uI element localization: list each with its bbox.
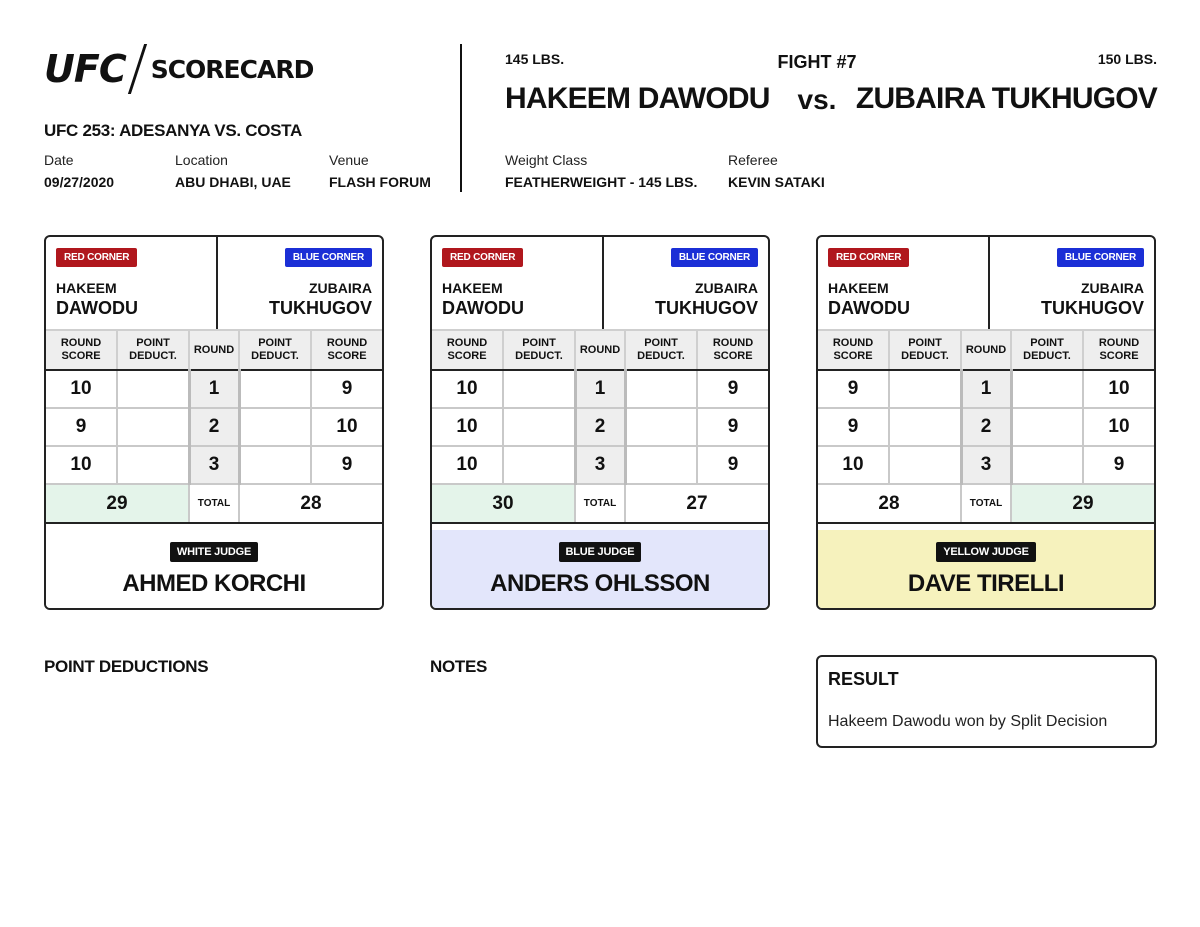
weight-class-label: Weight Class: [505, 152, 588, 168]
blue-point-deduct-header: POINT DEDUCT.: [625, 330, 697, 370]
total-row: [432, 484, 768, 523]
red-round-score: 10: [46, 446, 117, 484]
blue-fighter-name: ZUBAIRA TUKHUGOV: [855, 82, 1157, 115]
location-value: ABU DHABI, UAE: [175, 174, 291, 190]
total-label: TOTAL: [575, 484, 625, 523]
blue-total-score: 28: [239, 484, 382, 523]
blue-fighter-last-name: TUKHUGOV: [655, 298, 758, 318]
result-heading: RESULT: [828, 669, 899, 689]
red-round-score: 10: [46, 370, 117, 408]
score-table: [432, 329, 768, 524]
blue-point-deduction: [1011, 446, 1083, 484]
score-table-header: [818, 330, 1154, 370]
score-table: [46, 329, 382, 524]
round-header: ROUND: [189, 330, 239, 370]
judge-name: AHMED KORCHI: [122, 570, 306, 597]
total-label: TOTAL: [189, 484, 239, 523]
result-text: Hakeem Dawodu won by Split Decision: [828, 713, 1108, 730]
red-fighter-first-name: HAKEEM: [442, 280, 503, 296]
corner-divider: [216, 237, 218, 329]
score-table-header: [432, 330, 768, 370]
blue-round-score-header: ROUND SCORE: [311, 330, 382, 370]
round-header: ROUND: [961, 330, 1011, 370]
round-number: 1: [575, 370, 625, 408]
red-corner-badge: RED CORNER: [442, 248, 523, 267]
fight-number: FIGHT #7: [777, 52, 857, 72]
round-number: 2: [575, 408, 625, 446]
round-row: [432, 408, 768, 446]
total-row: [818, 484, 1154, 523]
total-label: TOTAL: [961, 484, 1011, 523]
round-row: [818, 446, 1154, 484]
blue-point-deduct-header: POINT DEDUCT.: [1011, 330, 1083, 370]
blue-point-deduction: [239, 408, 311, 446]
red-weight: 145 LBS.: [505, 51, 565, 67]
blue-fighter-last-name: TUKHUGOV: [1041, 298, 1144, 318]
red-fighter-first-name: HAKEEM: [828, 280, 889, 296]
point-deductions-heading: POINT DEDUCTIONS: [44, 657, 209, 676]
date-value: 09/27/2020: [44, 174, 115, 190]
red-round-score: 10: [818, 446, 889, 484]
round-row: [46, 446, 382, 484]
ufc-logo-mark: UFC: [44, 47, 126, 91]
red-fighter-last-name: DAWODU: [442, 298, 524, 318]
round-row: [818, 370, 1154, 408]
blue-round-score-header: ROUND SCORE: [697, 330, 768, 370]
blue-round-score: 9: [311, 370, 382, 408]
red-round-score: 10: [432, 408, 503, 446]
location-label: Location: [175, 152, 228, 168]
card-header: [818, 237, 1154, 331]
red-point-deduct-header: POINT DEDUCT.: [117, 330, 189, 370]
round-row: [432, 370, 768, 408]
blue-corner-badge: BLUE CORNER: [1057, 248, 1144, 267]
round-number: 3: [961, 446, 1011, 484]
blue-corner-badge: BLUE CORNER: [671, 248, 758, 267]
blue-point-deduction: [239, 446, 311, 484]
blue-round-score: 10: [1083, 370, 1154, 408]
weight-class-value: FEATHERWEIGHT - 145 LBS.: [505, 174, 698, 190]
logo-slash: [128, 44, 147, 94]
referee-label: Referee: [728, 152, 778, 168]
referee-value: KEVIN SATAKI: [728, 174, 825, 190]
blue-round-score: 9: [697, 370, 768, 408]
red-round-score-header: ROUND SCORE: [818, 330, 889, 370]
blue-round-score: 9: [1083, 446, 1154, 484]
total-row: [46, 484, 382, 523]
blue-fighter-last-name: TUKHUGOV: [269, 298, 372, 318]
round-number: 2: [961, 408, 1011, 446]
red-round-score: 10: [432, 370, 503, 408]
blue-point-deduction: [625, 370, 697, 408]
red-fighter-last-name: DAWODU: [828, 298, 910, 318]
red-corner-badge: RED CORNER: [56, 248, 137, 267]
corner-divider: [988, 237, 990, 329]
red-point-deduction: [117, 370, 189, 408]
notes-heading: NOTES: [430, 657, 488, 676]
blue-round-score: 9: [697, 408, 768, 446]
blue-fighter-first-name: ZUBAIRA: [309, 280, 372, 296]
red-point-deduction: [503, 408, 575, 446]
red-point-deduction: [503, 446, 575, 484]
red-round-score-header: ROUND SCORE: [432, 330, 503, 370]
date-label: Date: [44, 152, 74, 168]
red-fighter-name: HAKEEM DAWODU: [505, 82, 770, 115]
round-number: 2: [189, 408, 239, 446]
round-number: 1: [961, 370, 1011, 408]
event-title: UFC 253: ADESANYA VS. COSTA: [44, 121, 302, 140]
blue-total-score: 27: [625, 484, 768, 523]
blue-weight: 150 LBS.: [1097, 51, 1157, 67]
round-number: 1: [189, 370, 239, 408]
round-number: 3: [189, 446, 239, 484]
red-total-score: 28: [818, 484, 961, 523]
red-round-score: 9: [818, 408, 889, 446]
judge-section: [818, 530, 1154, 610]
red-point-deduction: [503, 370, 575, 408]
judge-name: DAVE TIRELLI: [907, 570, 1065, 597]
blue-round-score: 9: [697, 446, 768, 484]
score-table: [818, 329, 1154, 524]
blue-point-deduction: [625, 446, 697, 484]
red-point-deduction: [889, 370, 961, 408]
judge-scorecard-2: [430, 235, 770, 610]
round-row: [818, 408, 1154, 446]
round-number: 3: [575, 446, 625, 484]
red-point-deduction: [117, 408, 189, 446]
ufc-scorecard-logo: [44, 44, 313, 94]
venue-label: Venue: [329, 152, 369, 168]
corner-divider: [602, 237, 604, 329]
red-fighter-last-name: DAWODU: [56, 298, 138, 318]
blue-fighter-first-name: ZUBAIRA: [695, 280, 758, 296]
card-header: [46, 237, 382, 331]
judge-color-badge: WHITE JUDGE: [170, 542, 258, 562]
blue-fighter-first-name: ZUBAIRA: [1081, 280, 1144, 296]
red-round-score: 10: [432, 446, 503, 484]
blue-point-deduct-header: POINT DEDUCT.: [239, 330, 311, 370]
red-point-deduct-header: POINT DEDUCT.: [889, 330, 961, 370]
round-row: [432, 446, 768, 484]
red-corner-badge: RED CORNER: [828, 248, 909, 267]
judge-color-badge: YELLOW JUDGE: [936, 542, 1036, 562]
logo-text: SCORECARD: [150, 54, 314, 84]
red-total-score: 30: [432, 484, 575, 523]
judge-section: [432, 530, 768, 610]
round-header: ROUND: [575, 330, 625, 370]
blue-point-deduction: [1011, 408, 1083, 446]
red-round-score: 9: [46, 408, 117, 446]
round-row: [46, 408, 382, 446]
judge-color-badge: BLUE JUDGE: [559, 542, 642, 562]
blue-total-score: 29: [1011, 484, 1154, 523]
judge-scorecard-1: [44, 235, 384, 610]
red-round-score-header: ROUND SCORE: [46, 330, 117, 370]
round-row: [46, 370, 382, 408]
red-point-deduction: [889, 408, 961, 446]
red-point-deduct-header: POINT DEDUCT.: [503, 330, 575, 370]
header-divider: [460, 44, 462, 192]
blue-point-deduction: [625, 408, 697, 446]
red-fighter-first-name: HAKEEM: [56, 280, 117, 296]
red-total-score: 29: [46, 484, 189, 523]
judge-name: ANDERS OHLSSON: [490, 570, 710, 597]
red-point-deduction: [117, 446, 189, 484]
blue-corner-badge: BLUE CORNER: [285, 248, 372, 267]
judge-section: [46, 530, 382, 610]
venue-value: FLASH FORUM: [329, 174, 431, 190]
judge-scorecard-3: [816, 235, 1156, 610]
blue-round-score: 10: [1083, 408, 1154, 446]
red-point-deduction: [889, 446, 961, 484]
red-round-score: 9: [818, 370, 889, 408]
blue-round-score-header: ROUND SCORE: [1083, 330, 1154, 370]
card-header: [432, 237, 768, 331]
blue-point-deduction: [1011, 370, 1083, 408]
score-table-header: [46, 330, 382, 370]
blue-round-score: 9: [311, 446, 382, 484]
blue-point-deduction: [239, 370, 311, 408]
blue-round-score: 10: [311, 408, 382, 446]
vs-label: vs.: [797, 84, 837, 115]
result-box: [816, 655, 1157, 748]
